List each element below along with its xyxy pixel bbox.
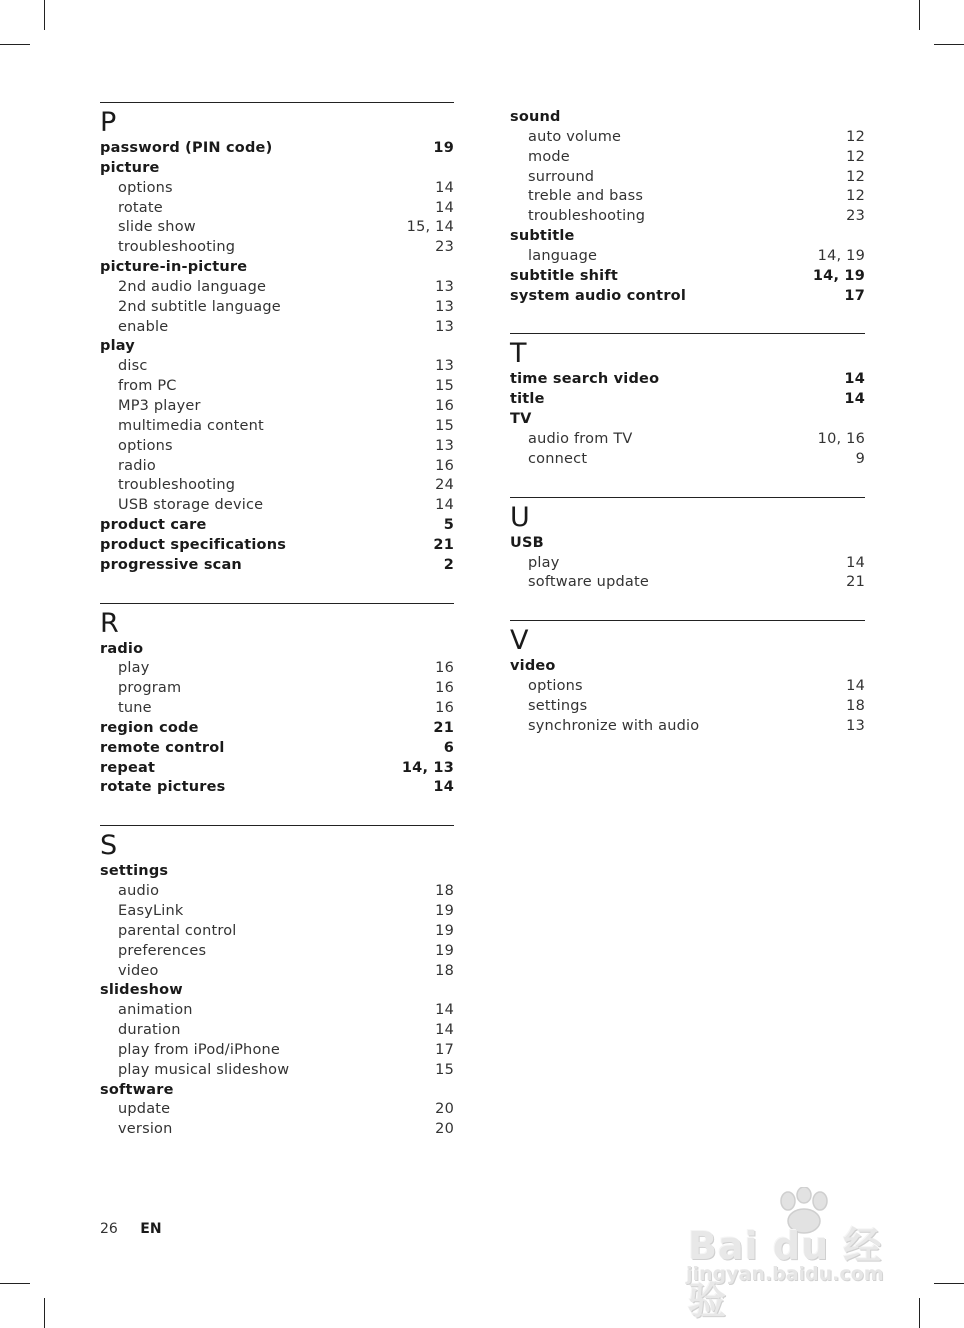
- crop-mark: [0, 1283, 30, 1284]
- index-subentry: [100, 218, 454, 238]
- index-subentry: [100, 1021, 454, 1041]
- entry-term: subtitle: [510, 228, 575, 245]
- entry-term: troubleshooting: [118, 477, 236, 494]
- index-entry: [510, 390, 865, 410]
- entry-term: animation: [118, 1002, 193, 1019]
- baidu-watermark: [680, 1185, 910, 1323]
- index-entry: [510, 370, 865, 390]
- index-subentry: [100, 357, 454, 377]
- entry-pages: 14: [435, 1002, 454, 1019]
- index-entry: [100, 759, 454, 779]
- section-letter: V: [510, 625, 529, 657]
- index-subentry: [510, 717, 865, 737]
- entry-pages: 18: [435, 883, 454, 900]
- index-subentry: [100, 397, 454, 417]
- entry-term: progressive scan: [100, 556, 242, 573]
- entry-pages: 16: [435, 680, 454, 697]
- index-subentry: [100, 882, 454, 902]
- entry-term: product specifications: [100, 536, 287, 553]
- entry-pages: 12: [846, 188, 865, 205]
- entry-term: duration: [118, 1022, 181, 1039]
- index-subentry: [100, 699, 454, 719]
- entry-term: play: [118, 660, 150, 677]
- index-subentry: [100, 238, 454, 258]
- entry-term: version: [118, 1121, 173, 1138]
- entry-term: update: [118, 1101, 171, 1118]
- entry-term: troubleshooting: [118, 239, 236, 256]
- index-subentry: [100, 437, 454, 457]
- entry-pages: 21: [433, 536, 454, 553]
- entry-term: options: [118, 179, 173, 196]
- entry-term: rotate pictures: [100, 779, 226, 796]
- index-entry: [510, 534, 865, 554]
- index-entry: [510, 227, 865, 247]
- index-subentry: [100, 1061, 454, 1081]
- index-subentry: [510, 677, 865, 697]
- section-letter: S: [100, 830, 118, 862]
- entry-term: treble and bass: [528, 188, 644, 205]
- crop-mark: [44, 0, 45, 30]
- crop-mark: [44, 1298, 45, 1328]
- entry-pages: 24: [435, 477, 454, 494]
- entry-term: video: [118, 962, 159, 979]
- entry-term: play musical slideshow: [118, 1061, 290, 1078]
- entry-term: settings: [528, 697, 588, 714]
- index-subentry: [100, 318, 454, 338]
- index-entry: [100, 862, 454, 882]
- entry-pages: 19: [435, 942, 454, 959]
- index-section: [510, 108, 865, 306]
- index-entry: [100, 516, 454, 536]
- entry-term: TV: [510, 411, 532, 428]
- crop-mark: [919, 0, 920, 30]
- index-section: [100, 603, 454, 799]
- entry-term: 2nd audio language: [118, 278, 267, 295]
- entry-pages: 14, 19: [812, 267, 865, 284]
- index-subentry: [510, 148, 865, 168]
- entry-pages: 21: [846, 574, 865, 591]
- entry-pages: 20: [435, 1101, 454, 1118]
- index-subentry: [510, 168, 865, 188]
- index-subentry: [100, 659, 454, 679]
- entry-pages: 13: [846, 717, 865, 734]
- index-entry: [100, 719, 454, 739]
- language-code: EN: [140, 1221, 162, 1237]
- entry-term: time search video: [510, 371, 660, 388]
- entry-term: play from iPod/iPhone: [118, 1041, 281, 1058]
- entry-pages: 13: [435, 298, 454, 315]
- index-section: [510, 497, 865, 594]
- index-subentry: [100, 1120, 454, 1140]
- entry-term: multimedia content: [118, 417, 264, 434]
- entry-term: MP3 player: [118, 397, 201, 414]
- index-subentry: [100, 179, 454, 199]
- crop-mark: [934, 44, 964, 45]
- entry-term: parental control: [118, 922, 237, 939]
- entry-pages: 12: [846, 168, 865, 185]
- index-section: [100, 102, 454, 576]
- index-subentry: [510, 207, 865, 227]
- entry-pages: 20: [435, 1121, 454, 1138]
- entry-pages: 23: [846, 208, 865, 225]
- entry-term: sound: [510, 109, 561, 125]
- entry-term: USB storage device: [118, 497, 264, 514]
- crop-mark: [0, 44, 30, 45]
- crop-mark: [934, 1283, 964, 1284]
- entry-term: remote control: [100, 739, 225, 756]
- index-subentry: [510, 697, 865, 717]
- entry-term: auto volume: [528, 128, 622, 145]
- index-subentry: [100, 1001, 454, 1021]
- index-entry: [100, 159, 454, 179]
- index-subentry: [100, 942, 454, 962]
- index-entry: [100, 1081, 454, 1101]
- entry-pages: 19: [435, 922, 454, 939]
- entry-pages: 14: [435, 497, 454, 514]
- index-column-left: [100, 102, 454, 1167]
- index-subentry: [100, 496, 454, 516]
- watermark-url: jingyan.baidu.com: [686, 1263, 884, 1285]
- index-subentry: [510, 554, 865, 574]
- index-section: [510, 620, 865, 736]
- entry-term: enable: [118, 318, 169, 335]
- entry-pages: 14: [844, 391, 865, 408]
- index-subentry: [100, 902, 454, 922]
- entry-pages: 18: [846, 697, 865, 714]
- crop-mark: [919, 1298, 920, 1328]
- entry-pages: 23: [435, 239, 454, 256]
- index-subentry: [100, 199, 454, 219]
- entry-pages: 14: [435, 1022, 454, 1039]
- entry-term: audio: [118, 883, 160, 900]
- entry-term: play: [528, 554, 560, 571]
- entry-pages: 15: [435, 1061, 454, 1078]
- entry-term: preferences: [118, 942, 207, 959]
- entry-pages: 14: [435, 179, 454, 196]
- entry-pages: 13: [435, 437, 454, 454]
- entry-pages: 12: [846, 128, 865, 145]
- index-entry: [100, 778, 454, 798]
- section-letter: U: [510, 501, 530, 533]
- index-subentry: [510, 187, 865, 207]
- page-footer: [100, 1220, 162, 1238]
- entry-pages: 15: [435, 417, 454, 434]
- index-entry: [100, 556, 454, 576]
- index-entry: [100, 640, 454, 660]
- entry-term: rotate: [118, 199, 163, 216]
- entry-pages: 21: [433, 719, 454, 736]
- index-subentry: [100, 417, 454, 437]
- index-subentry: [100, 278, 454, 298]
- entry-term: software: [100, 1081, 174, 1098]
- entry-term: slideshow: [100, 982, 183, 999]
- entry-term: 2nd subtitle language: [118, 298, 281, 315]
- entry-term: slide show: [118, 219, 196, 236]
- index-subentry: [510, 128, 865, 148]
- entry-term: subtitle shift: [510, 267, 618, 284]
- index-entry: [100, 258, 454, 278]
- entry-pages: 14: [435, 199, 454, 216]
- entry-pages: 16: [435, 457, 454, 474]
- entry-term: system audio control: [510, 287, 686, 304]
- index-entry: [100, 536, 454, 556]
- entry-term: troubleshooting: [528, 208, 646, 225]
- entry-pages: 16: [435, 397, 454, 414]
- index-entry: [510, 410, 865, 430]
- entry-term: region code: [100, 719, 199, 736]
- entry-pages: 6: [443, 739, 454, 756]
- entry-pages: 15: [435, 378, 454, 395]
- entry-pages: 14: [846, 678, 865, 695]
- index-subentry: [100, 962, 454, 982]
- index-subentry: [100, 1041, 454, 1061]
- index-subentry: [100, 457, 454, 477]
- entry-pages: 14: [846, 554, 865, 571]
- section-letter: T: [510, 338, 527, 370]
- entry-pages: 14, 13: [401, 759, 454, 776]
- index-section: [510, 333, 865, 469]
- entry-term: connect: [528, 450, 588, 467]
- entry-term: software update: [528, 574, 649, 591]
- entry-term: product care: [100, 517, 207, 534]
- index-entry: [100, 981, 454, 1001]
- entry-term: program: [118, 680, 182, 697]
- entry-term: disc: [118, 358, 148, 375]
- section-letter: P: [100, 107, 117, 138]
- entry-pages: 14: [433, 779, 454, 796]
- entry-pages: 16: [435, 660, 454, 677]
- index-subentry: [100, 476, 454, 496]
- entry-term: USB: [510, 534, 544, 551]
- entry-term: tune: [118, 700, 152, 717]
- entry-term: options: [528, 678, 583, 695]
- index-entry: [510, 657, 865, 677]
- entry-pages: 12: [846, 148, 865, 165]
- entry-term: language: [528, 247, 598, 264]
- entry-term: EasyLink: [118, 903, 184, 919]
- entry-pages: 9: [855, 450, 865, 467]
- entry-pages: 5: [443, 517, 454, 534]
- index-entry: [100, 739, 454, 759]
- entry-term: synchronize with audio: [528, 717, 700, 734]
- entry-term: picture-in-picture: [100, 259, 248, 276]
- entry-pages: 18: [435, 962, 454, 979]
- index-entry: [510, 108, 865, 128]
- entry-term: surround: [528, 168, 595, 185]
- entry-pages: 17: [435, 1041, 454, 1058]
- entry-term: password (PIN code): [100, 140, 273, 156]
- index-subentry: [510, 247, 865, 267]
- entry-term: mode: [528, 148, 570, 165]
- entry-pages: 19: [433, 140, 454, 156]
- entry-pages: 10, 16: [817, 430, 865, 447]
- index-subentry: [100, 377, 454, 397]
- index-subentry: [100, 1100, 454, 1120]
- entry-pages: 15, 14: [406, 219, 454, 236]
- entry-pages: 16: [435, 700, 454, 717]
- index-entry: [100, 139, 454, 159]
- entry-pages: 19: [435, 903, 454, 919]
- index-column-right: [510, 108, 865, 764]
- entry-term: repeat: [100, 759, 156, 776]
- entry-term: radio: [100, 640, 144, 657]
- index-entry: [510, 287, 865, 307]
- page-number: 26: [100, 1221, 118, 1237]
- entry-pages: 2: [443, 556, 454, 573]
- index-section: [100, 825, 454, 1140]
- entry-term: options: [118, 437, 173, 454]
- entry-term: play: [100, 338, 135, 355]
- index-entry: [100, 337, 454, 357]
- entry-pages: 13: [435, 358, 454, 375]
- index-subentry: [510, 430, 865, 450]
- index-subentry: [510, 573, 865, 593]
- entry-term: radio: [118, 457, 156, 474]
- index-subentry: [510, 450, 865, 470]
- index-subentry: [100, 922, 454, 942]
- index-subentry: [100, 679, 454, 699]
- entry-pages: 14, 19: [817, 247, 865, 264]
- entry-term: title: [510, 391, 545, 408]
- index-entry: [510, 267, 865, 287]
- watermark-brand: Bai du 经验: [688, 1224, 883, 1323]
- entry-pages: 13: [435, 318, 454, 335]
- entry-pages: 14: [844, 371, 865, 388]
- entry-term: settings: [100, 863, 169, 880]
- entry-pages: 17: [844, 287, 865, 304]
- entry-term: from PC: [118, 378, 177, 395]
- entry-term: video: [510, 658, 556, 675]
- entry-pages: 13: [435, 278, 454, 295]
- entry-term: picture: [100, 159, 160, 176]
- entry-term: audio from TV: [528, 430, 633, 447]
- index-subentry: [100, 298, 454, 318]
- section-letter: R: [100, 607, 119, 639]
